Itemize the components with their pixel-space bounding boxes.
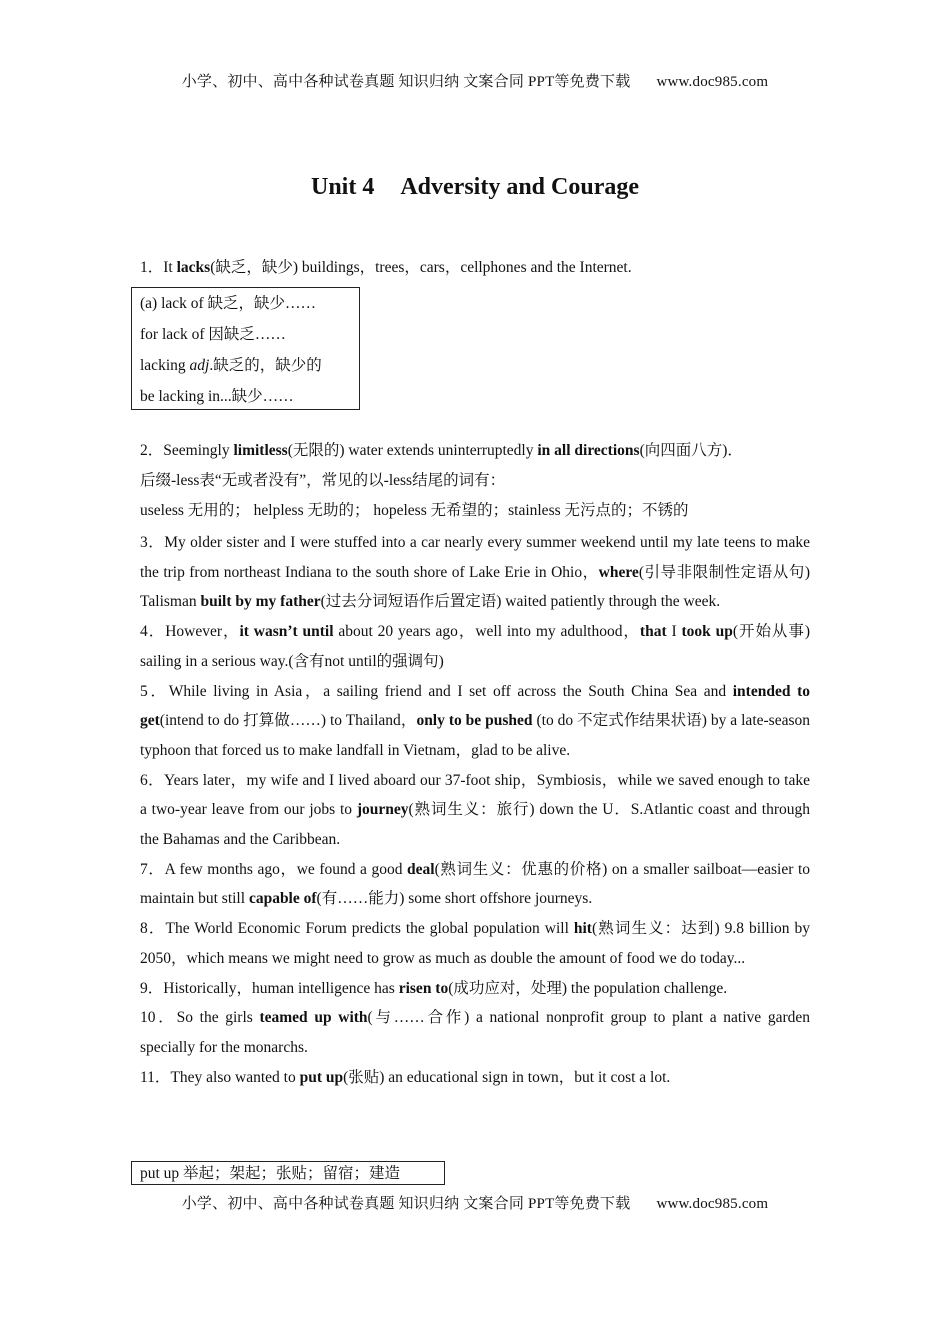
page-header xyxy=(0,70,950,91)
page-footer xyxy=(0,1192,950,1213)
sentence-10: 10．So the girls teamed up with(与……合作) a national nonprofit group to plant a native garden specially for the monarchs. xyxy=(140,1009,810,1056)
note-box-lack xyxy=(131,287,360,410)
box-line: for lack of 因缺乏…… xyxy=(140,326,286,343)
sentence-2: 2．Seemingly limitless(无限的) water extends uninterruptedly in all directions(向四面八方)． 后缀-less表“无或者没有”，常见的以-less结尾的词有： useless 无用的； helpless 无助的； hopeless 无希望的；stainless 无污点的；不锈的 xyxy=(140,436,810,526)
sentence-11: 11．They also wanted to put up(张贴) an educational sign in town，but it cost a lot. xyxy=(140,1068,671,1086)
note-box-put-up xyxy=(131,1161,445,1185)
sentences-3-11 xyxy=(140,528,810,1092)
footer-site: www.doc985.com xyxy=(656,1196,769,1212)
sentence-8: 8．The World Economic Forum predicts the global population will hit(熟词生义：达到) 9.8 billion by 2050，which means we might need to grow as much as double the amount of food we do today... xyxy=(140,920,810,967)
footer-text: 小学、初中、高中各种试卷真题 知识归纳 文案合同 PPT等免费下载 xyxy=(181,1196,631,1212)
sentence-3: 3．My older sister and I were stuffed into a car nearly every summer weekend until my late teens to make the trip from northeast Indiana to the south shore of Lake Erie in Ohio，where(引导非限制性定语从句) Talisman built by my father(过去分词短语作后置定语) waited patiently through the week. xyxy=(140,534,810,611)
sentence-5: 5．While living in Asia，a sailing friend and I set off across the South China Sea and intended to get(intend to do 打算做……) to Thailand，only to be pushed (to do 不定式作结果状语) by a late-season typhoon that forced us to make landfall in Vietnam，glad to be alive. xyxy=(140,682,810,759)
sentence-9: 9．Historically，human intelligence has risen to(成功应对，处理) the population challenge. xyxy=(140,979,728,997)
box-line: be lacking in...缺少…… xyxy=(140,388,294,405)
box-line: lacking adj.缺乏的，缺少的 xyxy=(140,357,322,374)
box-line: (a) lack of 缺乏，缺少…… xyxy=(140,295,317,312)
sentence-1: 1．It lacks(缺乏，缺少) buildings，trees，cars，cellphones and the Internet. xyxy=(140,259,632,276)
sentence-6: 6．Years later，my wife and I lived aboard our 37-foot ship，Symbiosis，while we saved enough to take a two-year leave from our jobs to journey(熟词生义：旅行) down the U．S.Atlantic coast and through the Bahamas and the Caribbean. xyxy=(140,771,810,849)
title-name: Adversity and Courage xyxy=(400,174,639,200)
suffix-examples: useless 无用的； helpless 无助的； hopeless 无希望的；stainless 无污点的；不锈的 xyxy=(140,502,689,519)
box2-text: put up 举起；架起；张贴；留宿；建造 xyxy=(140,1165,401,1182)
sentence-7: 7．A few months ago，we found a good deal(熟词生义：优惠的价格) on a smaller sailboat—easier to maintain but still capable of(有……能力) some short offshore journeys. xyxy=(140,860,810,908)
sentence-4: 4．However，it wasn’t until about 20 years ago，well into my adulthood，that I took up(开始从事) sailing in a serious way.(含有not until的强调句) xyxy=(140,623,810,670)
header-site: www.doc985.com xyxy=(656,74,769,90)
page-title xyxy=(0,174,950,201)
title-unit: Unit 4 xyxy=(310,174,375,200)
suffix-note: 后缀-less表“无或者没有”，常见的以-less结尾的词有： xyxy=(140,472,506,489)
header-text: 小学、初中、高中各种试卷真题 知识归纳 文案合同 PPT等免费下载 xyxy=(181,74,631,90)
